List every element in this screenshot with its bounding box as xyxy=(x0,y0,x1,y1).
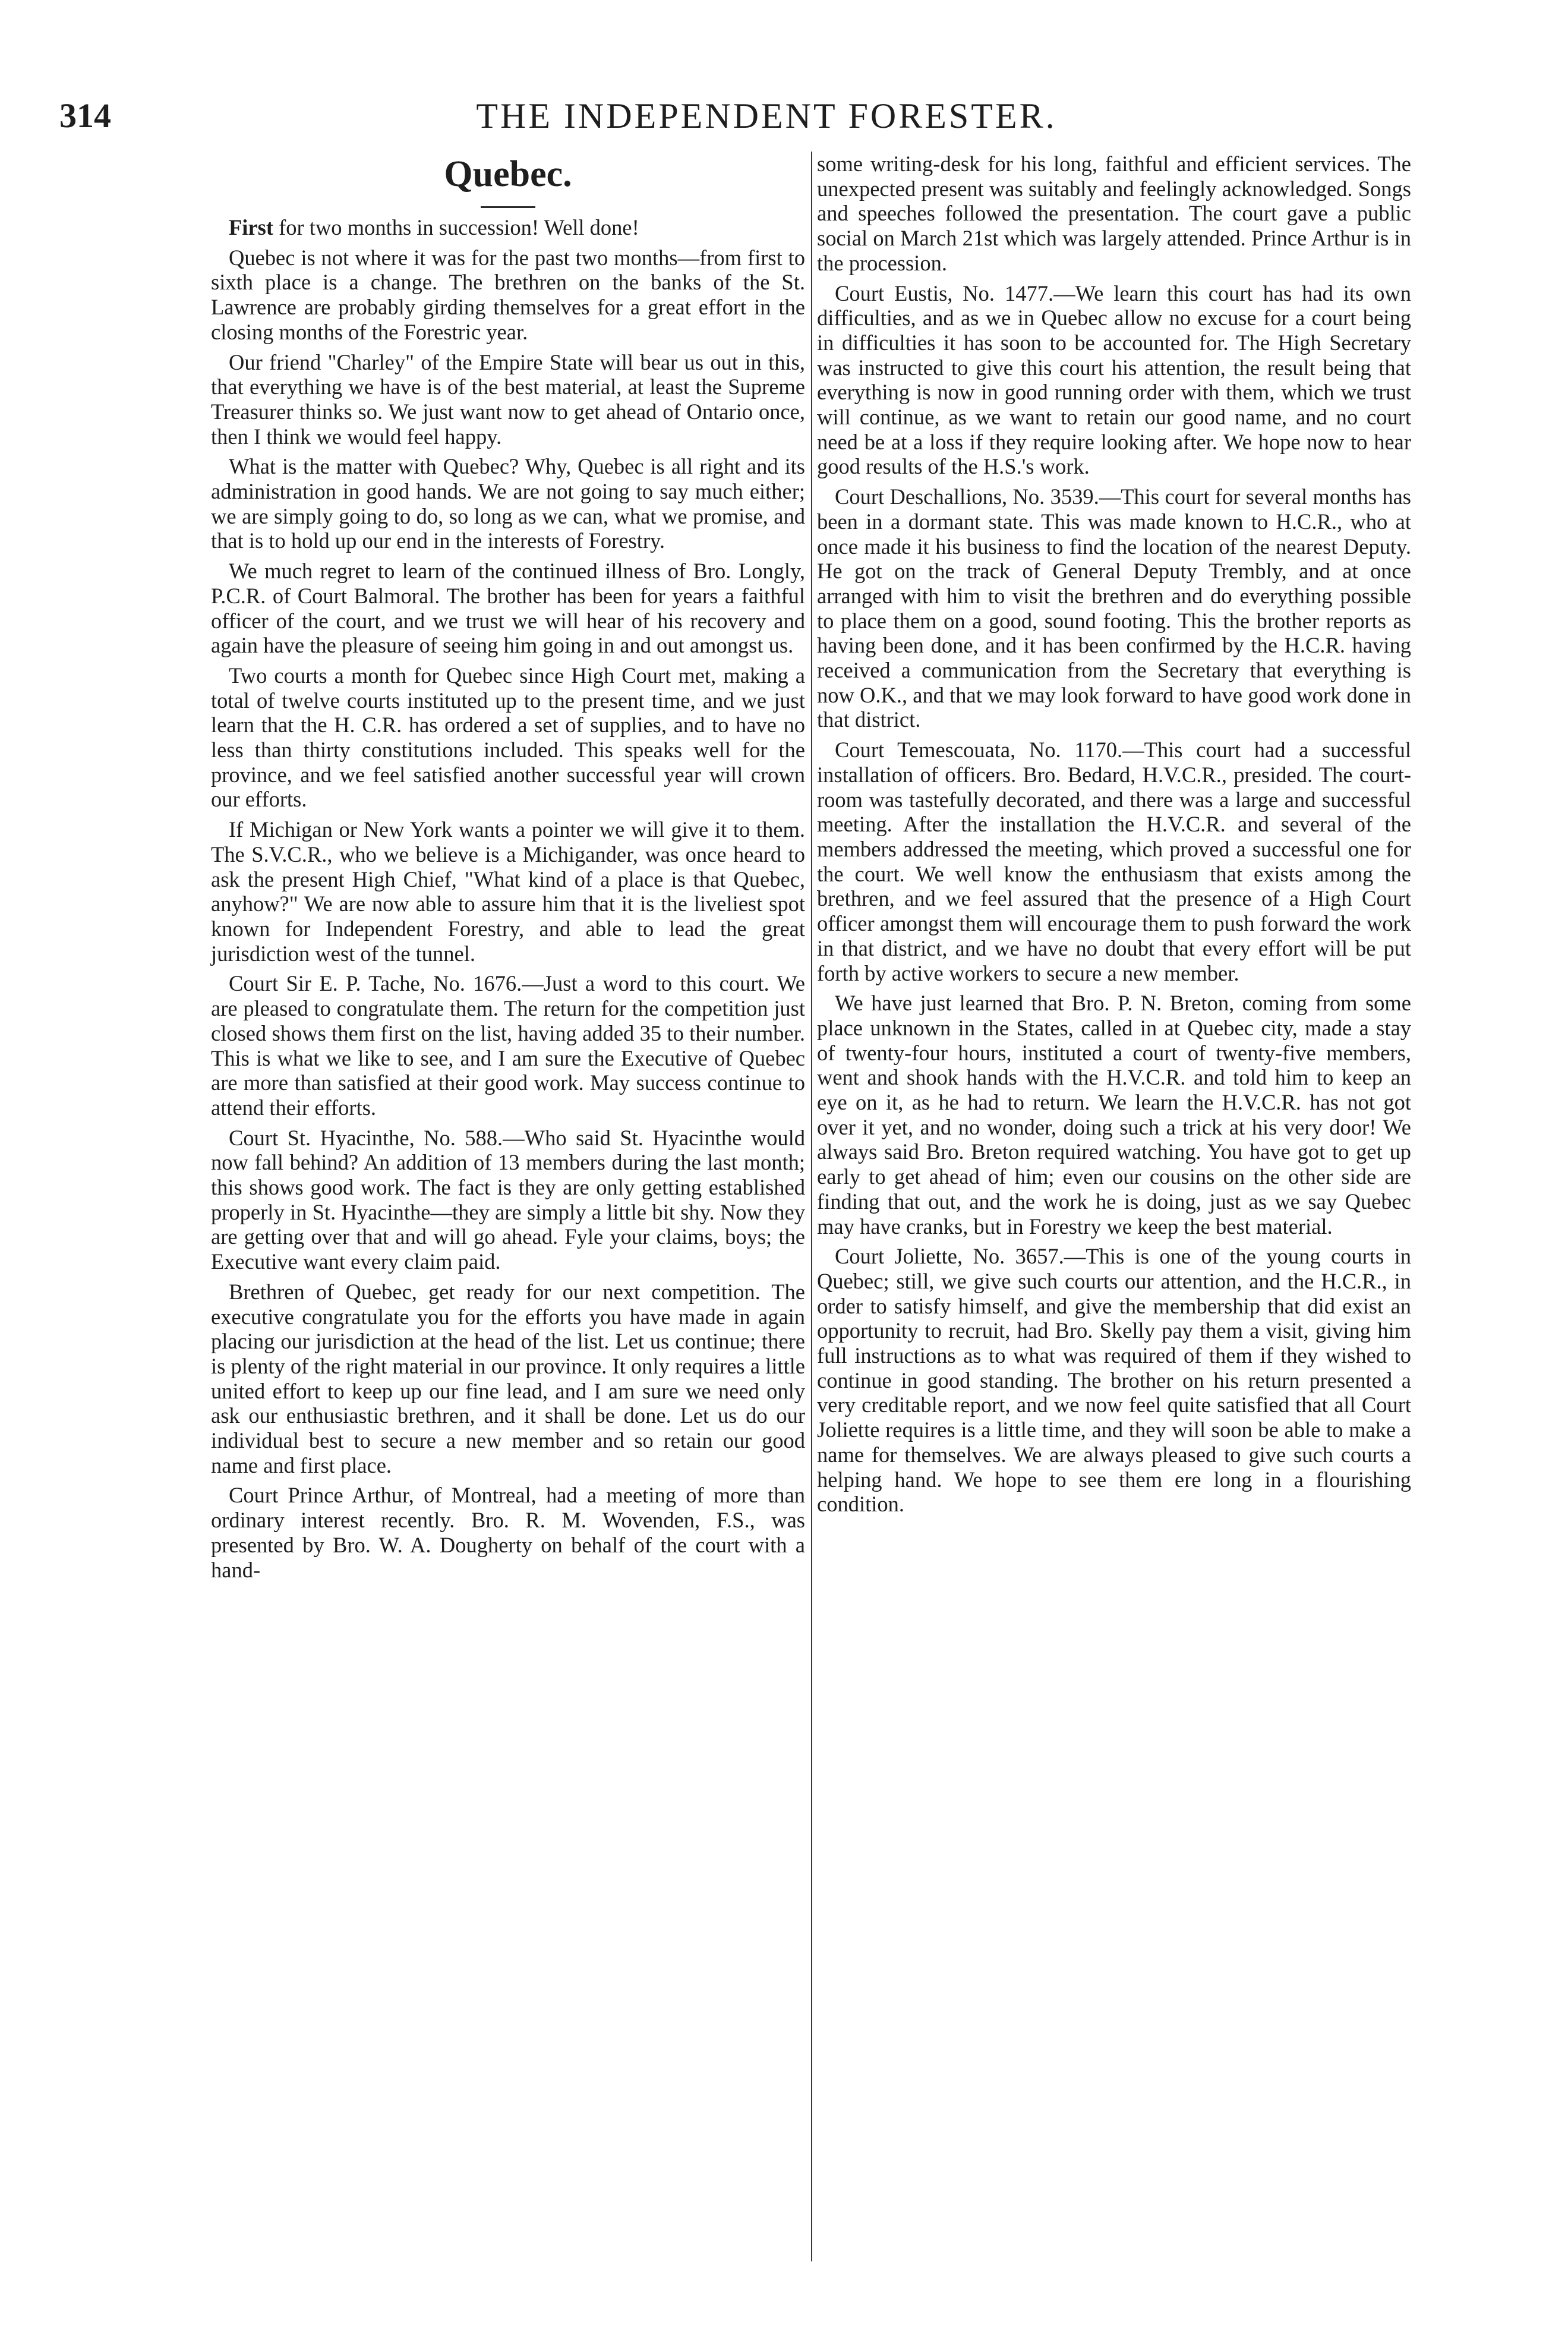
paragraph: We have just learned that Bro. P. N. Breton, coming from some place unknown in the States, called in at Quebec city, made a stay of twenty-four hours, instituted a court of twenty-five members, went and shook hands with the H.V.C.R. and told him to keep an eye on it, as he had to return. We learn the H.V.C.R. has not got over it yet, and no wonder, doing such a trick at his very door! We always said Bro. Breton required watching. You have got to get up early to get ahead of him; even our cousins on the other side are finding that out, and the work he is doing, just as we say Quebec may have cranks, but in Forestry we keep the best material. xyxy=(817,991,1411,1239)
paragraph: Two courts a month for Quebec since High Court met, making a total of twelve courts instituted up to the present time, and we just learn that the H. C.R. has ordered a set of supplies, and to have no less than thirty constitutions included. This speaks well for the province, and we feel satisfied another successful year will crown our efforts. xyxy=(211,663,805,812)
paragraph-continued: some writing-desk for his long, faithful and efficient services. The unexpected present was suitably and feelingly acknowledged. Songs and speeches followed the presentation. The court gave a public social on March 21st which was largely attended. Prince Arthur is in the procession. xyxy=(817,152,1411,275)
paragraph-text: for two months in succession! Well done! xyxy=(279,215,639,240)
paragraph: Quebec is not where it was for the past two months—from first to sixth place is a change. The brethren on the banks of the St. Lawrence are probably girding themselves for a great effort in the closing months of the Forestric year. xyxy=(211,245,805,344)
page-number: 314 xyxy=(59,96,111,135)
paragraph: Court Prince Arthur, of Montreal, had a meeting of more than ordinary interest recently. Bro. R. M. Wovenden, F.S., was presented by Bro. W. A. Dougherty on behalf of the court with a hand- xyxy=(211,1483,805,1582)
paragraph: What is the matter with Quebec? Why, Quebec is all right and its administration in good hands. We are not going to say much either; we are simply going to do, so long as we can, what we promise, and that is to hold up our end in the interests of Forestry. xyxy=(211,454,805,553)
paragraph: Court Eustis, No. 1477.—We learn this court has had its own difficulties, and as we in Quebec allow no excuse for a court being in difficulties it has soon to be accounted for. The High Secretary was instructed to give this court his attention, the result being that everything is now in good running order with them, which we trust will continue, as we want to retain our good name, and no court need be at a loss if they require looking after. We hope now to hear good results of the H.S.'s work. xyxy=(817,281,1411,479)
paragraph xyxy=(211,215,805,240)
title-rule xyxy=(481,206,535,208)
page-header xyxy=(59,89,1474,143)
section-title: Quebec. xyxy=(444,154,572,194)
left-column xyxy=(211,152,805,1587)
paragraph: We much regret to learn of the continued illness of Bro. Longly, P.C.R. of Court Balmoral. The brother has been for years a faithful officer of the court, and we trust we will hear of his recovery and again have the pleasure of seeing him going in and out amongst us. xyxy=(211,559,805,658)
running-title: THE INDEPENDENT FORESTER. xyxy=(476,96,1057,136)
paragraph: Brethren of Quebec, get ready for our next competition. The executive congratulate you for the efforts you have made in again placing our jurisdiction at the head of the list. Let us continue; there is plenty of the right material in our province. It only requires a little united effort to keep up our fine lead, and I am sure we need only ask our enthusiastic brethren, and it shall be done. Let us do our individual best to secure a new member and so retain our good name and first place. xyxy=(211,1279,805,1477)
column-divider xyxy=(811,152,812,2261)
lead-in-text: First xyxy=(229,215,273,240)
paragraph: Our friend "Charley" of the Empire State will bear us out in this, that everything we have is of the best material, at least the Supreme Treasurer thinks so. We just want now to get ahead of Ontario once, then I think we would feel happy. xyxy=(211,349,805,449)
paragraph: If Michigan or New York wants a pointer we will give it to them. The S.V.C.R., who we believe is a Michigander, was once heard to ask the present High Chief, "What kind of a place is that Quebec, anyhow?" We are now able to assure him that it is the liveliest spot known for Independent Forestry, and able to lead the great jurisdiction west of the tunnel. xyxy=(211,817,805,966)
right-column xyxy=(817,152,1411,1522)
paragraph: Court Deschallions, No. 3539.—This court for several months has been in a dormant state. This was made known to H.C.R., who at once made it his business to find the location of the nearest Deputy. He got on the track of General Deputy Trembly, and at once arranged with him to visit the brethren and do everything possible to place them on a good, sound footing. This the brother reports as having been done, and it has been confirmed by the H.C.R. having received a communication from the Secretary that everything is now O.K., and that we may look forward to have good work done in that district. xyxy=(817,484,1411,732)
paragraph: Court Joliette, No. 3657.—This is one of the young courts in Quebec; still, we give such courts our attention, and the H.C.R., in order to satisfy himself, and give the membership that did exist an opportunity to recruit, had Bro. Skelly pay them a visit, giving him full instructions as to what was required of them if they wished to continue in good standing. The brother on his return presented a very creditable report, and we now feel quite satisfied that all Court Joliette requires is a little time, and they will soon be able to make a name for themselves. We are always pleased to give such courts a helping hand. We hope to see them ere long in a flourishing condition. xyxy=(817,1244,1411,1517)
paragraph: Court Temescouata, No. 1170.—This court had a successful installation of officers. Bro. Bedard, H.V.C.R., presided. The court-room was tastefully decorated, and there was a large and successful meeting. After the installation the H.V.C.R. and several of the members addressed the meeting, which proved a successful one for the court. We well know the enthusiasm that exists among the brethren, and we feel assured that the presence of a High Court officer amongst them will encourage them to push forward the work in that district, and we have no doubt that every effort will be put forth by active workers to secure a new member. xyxy=(817,738,1411,985)
paragraph: Court St. Hyacinthe, No. 588.—Who said St. Hyacinthe would now fall behind? An addition of 13 members during the last month; this shows good work. The fact is they are only getting established properly in St. Hyacinthe—they are simply a little bit shy. Now they are getting over that and will go ahead. Fyle your claims, boys; the Executive want every claim paid. xyxy=(211,1125,805,1274)
paragraph: Court Sir E. P. Tache, No. 1676.—Just a word to this court. We are pleased to congratulate them. The return for the competition just closed shows them first on the list, having added 35 to their number. This is what we like to see, and I am sure the Executive of Quebec are more than satisfied at their good work. May success continue to attend their efforts. xyxy=(211,971,805,1120)
